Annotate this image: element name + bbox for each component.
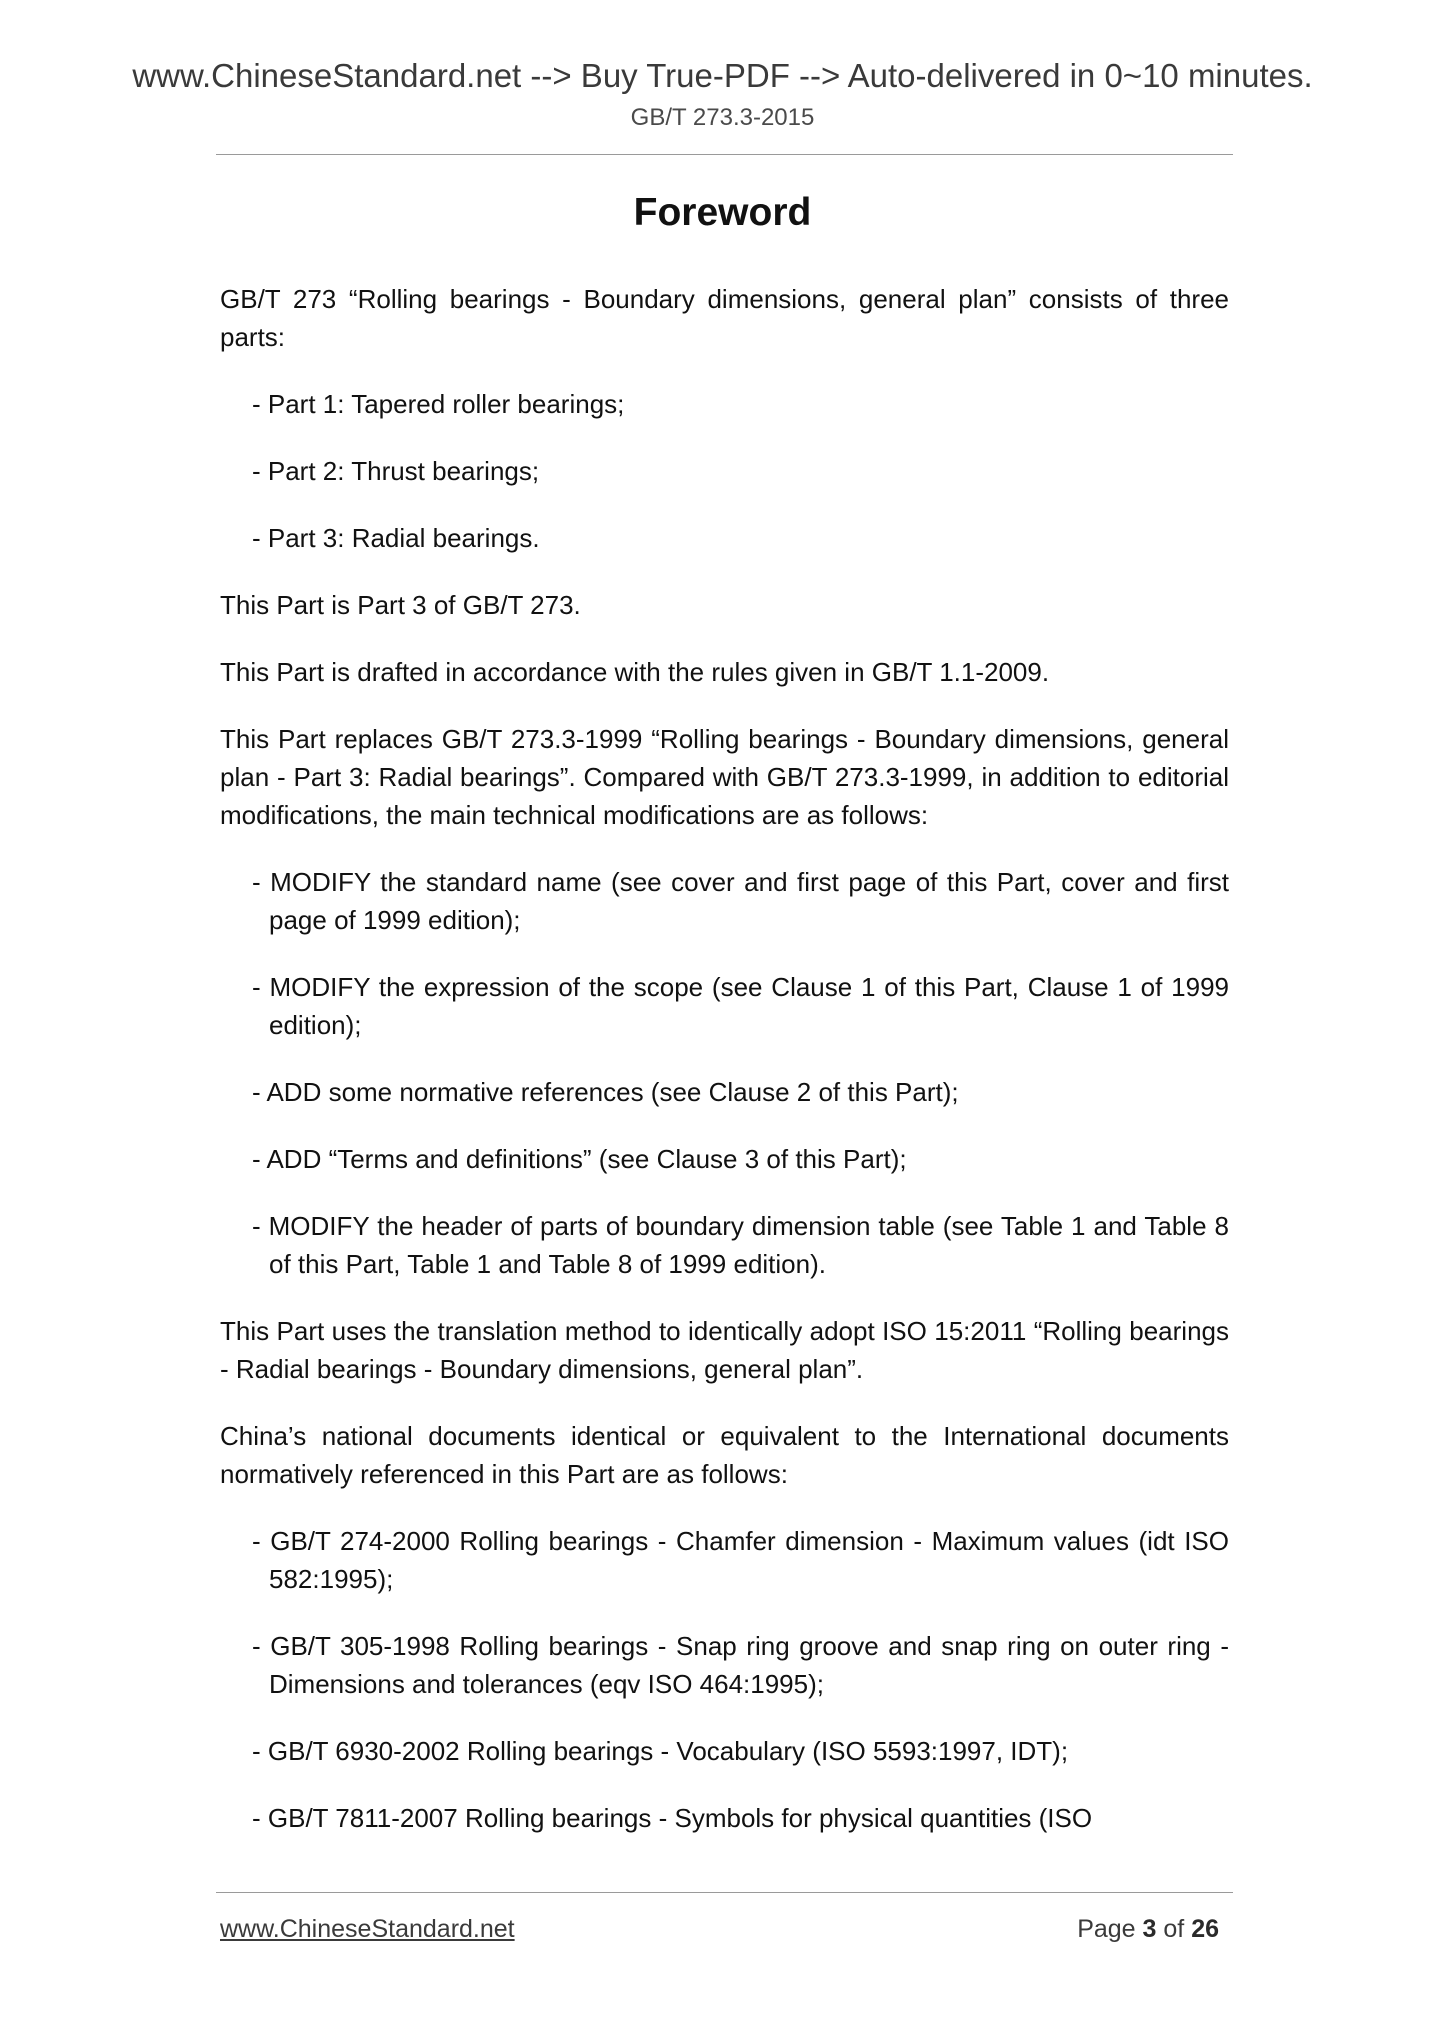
header-divider xyxy=(216,154,1233,155)
page-title: Foreword xyxy=(633,191,812,234)
list-item-reference: - GB/T 6930-2002 Rolling bearings - Vocabulary (ISO 5593:1997, IDT); xyxy=(252,1736,1069,1766)
list-item-modification: - ADD “Terms and definitions” (see Clause 3 of this Part); xyxy=(252,1144,907,1174)
replaces-paragraph: This Part replaces GB/T 273.3-1999 “Rolling bearings - Boundary dimensions, general plan - Part 3: Radial bearings”. Compared with GB/T 273.3-1999, in addition to editorial modifications, the main technical modifications are as follows: xyxy=(220,724,1229,830)
list-item-modification: - ADD some normative references (see Clause 2 of this Part); xyxy=(252,1077,959,1107)
list-item-reference: - GB/T 305-1998 Rolling bearings - Snap ring groove and snap ring on outer ring - Dimensions and tolerances (eqv ISO 464:1995); xyxy=(252,1631,1229,1699)
list-item-part-1: - Part 1: Tapered roller bearings; xyxy=(252,389,625,419)
header-banner: www.ChineseStandard.net --> Buy True-PDF --> Auto-delivered in 0~10 minutes. xyxy=(132,57,1313,94)
list-item-modification: - MODIFY the header of parts of boundary dimension table (see Table 1 and Table 8 of this Part, Table 1 and Table 8 of 1999 edition). xyxy=(252,1211,1229,1279)
footer-divider xyxy=(216,1892,1233,1893)
document-code: GB/T 273.3-2015 xyxy=(630,104,815,131)
drafted-paragraph: This Part is drafted in accordance with the rules given in GB/T 1.1-2009. xyxy=(220,657,1050,687)
list-item-reference: - GB/T 7811-2007 Rolling bearings - Symbols for physical quantities (ISO xyxy=(252,1803,1093,1833)
list-item-reference: - GB/T 274-2000 Rolling bearings - Chamfer dimension - Maximum values (idt ISO 582:1995); xyxy=(252,1526,1229,1594)
part3-paragraph: This Part is Part 3 of GB/T 273. xyxy=(220,590,581,620)
list-item-modification: - MODIFY the expression of the scope (see Clause 1 of this Part, Clause 1 of 1999 edition); xyxy=(252,972,1229,1040)
page-number xyxy=(1077,1914,1219,1944)
national-documents-paragraph: China’s national documents identical or equivalent to the International documents normatively referenced in this Part are as follows: xyxy=(220,1421,1229,1489)
page-current: 3 xyxy=(1142,1915,1157,1943)
translation-paragraph: This Part uses the translation method to identically adopt ISO 15:2011 “Rolling bearings - Radial bearings - Boundary dimensions, general plan”. xyxy=(220,1316,1229,1384)
page-of: of xyxy=(1156,1915,1192,1943)
footer-site-link[interactable]: www.ChineseStandard.net xyxy=(220,1915,515,1943)
page-total: 26 xyxy=(1191,1915,1219,1943)
intro-paragraph: GB/T 273 “Rolling bearings - Boundary dimensions, general plan” consists of three parts: xyxy=(220,284,1229,352)
list-item-modification: - MODIFY the standard name (see cover and first page of this Part, cover and first page of 1999 edition); xyxy=(252,867,1229,935)
document-body xyxy=(220,280,1229,1837)
list-item-part-3: - Part 3: Radial bearings. xyxy=(252,523,540,553)
list-item-part-2: - Part 2: Thrust bearings; xyxy=(252,456,540,486)
page-prefix: Page xyxy=(1077,1915,1143,1943)
